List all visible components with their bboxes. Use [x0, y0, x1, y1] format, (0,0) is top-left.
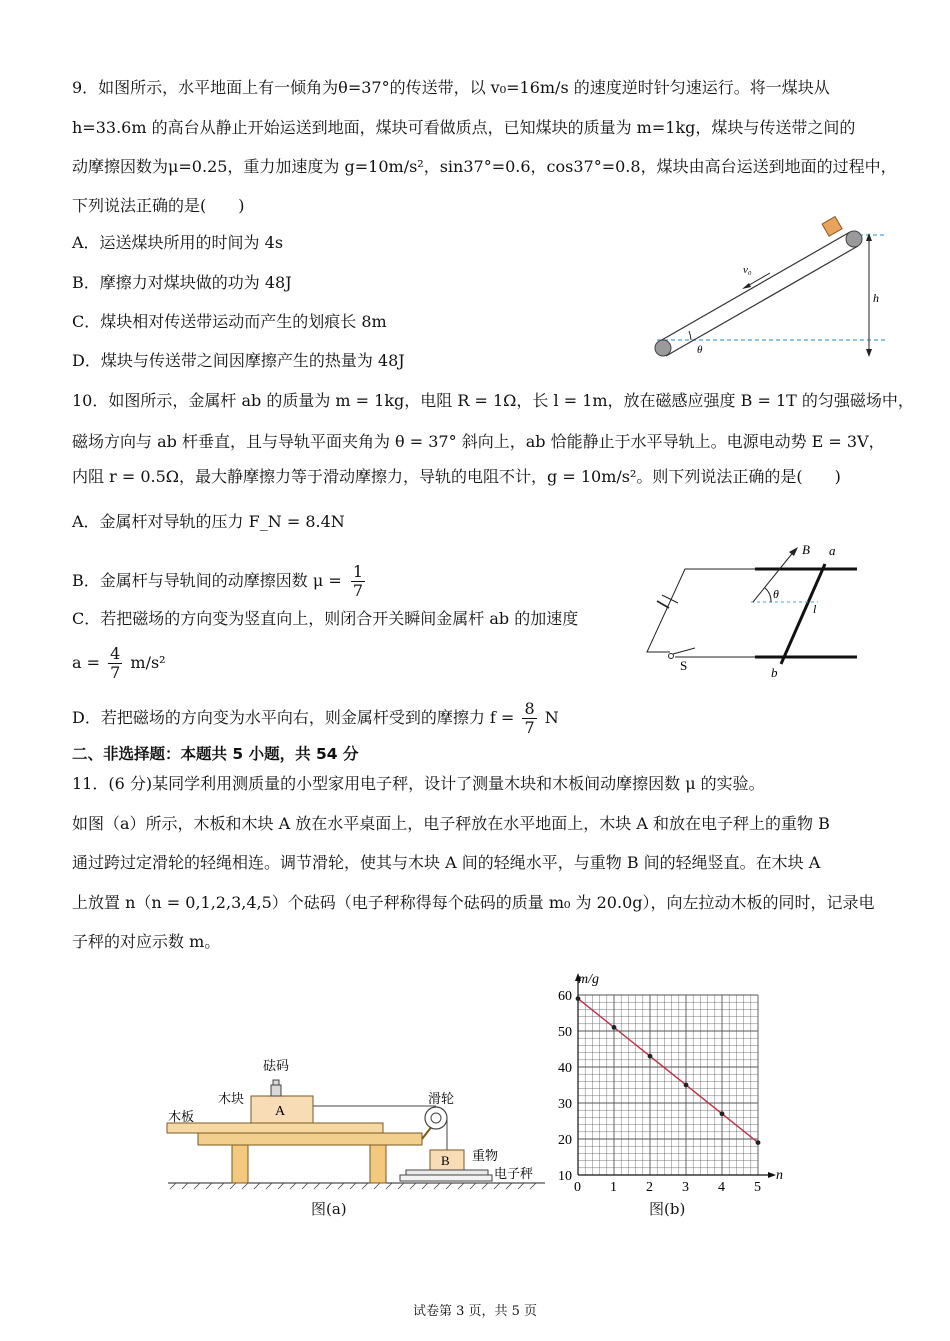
- q11-line3: 通过跨过定滑轮的轻绳相连。调节滑轮，使其与木块 A 间的轻绳水平，与重物 B 间的轻绳竖直。在木块 A: [72, 853, 821, 872]
- data-point: [720, 1111, 725, 1116]
- q10-theta-label: θ: [773, 587, 779, 601]
- q10-option-a: A．金属杆对导轨的压力 F_N = 8.4N: [72, 512, 345, 531]
- chart-grid: [578, 995, 758, 1175]
- coal-block-icon: [822, 217, 842, 237]
- q10-circuit-figure: [635, 540, 870, 685]
- q9-v0-label: v₀: [743, 264, 752, 276]
- x-tick-label: 2: [646, 1180, 653, 1195]
- q11-line5: 子秤的对应示数 m。: [72, 932, 221, 951]
- q9-stem-line1: 9．如图所示，水平地面上有一倾角为θ=37°的传送带，以 v₀=16m/s 的速度逆时针匀速运行。将一煤块从: [72, 78, 830, 97]
- board-label: 木板: [168, 1109, 195, 1124]
- x-axis-arrow: [768, 1172, 776, 1178]
- q10-d-denominator: 7: [524, 718, 535, 737]
- q10-switch-label: S: [680, 658, 688, 673]
- chart-axes: [558, 973, 776, 1195]
- q10-l-label: l: [813, 602, 817, 616]
- data-point: [576, 996, 581, 1001]
- x-tick-label: 5: [754, 1180, 761, 1195]
- figure-a-caption: 图(a): [311, 1200, 347, 1218]
- weight-label: 砝码: [263, 1058, 290, 1073]
- y-tick-label: 10: [558, 1169, 572, 1184]
- section-heading: 二、非选择题：本题共 5 小题，共 54 分: [72, 745, 359, 763]
- q10-stem-line1: 10．如图所示，金属杆 ab 的质量为 m = 1kg，电阻 R = 1Ω，长 l = 1m，放在磁感应强度 B = 1T 的匀强磁场中，: [72, 391, 914, 410]
- data-point: [684, 1083, 689, 1088]
- data-point: [648, 1054, 653, 1059]
- q11-apparatus-figure: [160, 1055, 550, 1195]
- q9-option-b: B．摩擦力对煤块做的功为 48J: [72, 273, 292, 292]
- y-tick-label: 60: [558, 989, 572, 1004]
- q9-option-c: C．煤块相对传送带运动而产生的划痕长 8m: [72, 312, 387, 331]
- q11-line4: 上放置 n（n = 0,1,2,3,4,5）个砝码（电子秤称得每个砝码的质量 m₀ 为 20.0g），向左拉动木板的同时，记录电: [72, 893, 875, 912]
- fit-line: [578, 999, 758, 1143]
- y-tick-label: 30: [558, 1097, 572, 1112]
- q11-chart: [550, 965, 790, 1197]
- q9-option-d: D．煤块与传送带之间因摩擦产生的热量为 48J: [72, 351, 405, 370]
- q10-B-label: B: [802, 542, 810, 557]
- q10-option-b: B．金属杆与导轨间的动摩擦因数 μ = $\frac{1}{7}$: [72, 562, 364, 600]
- data-point: [756, 1140, 761, 1145]
- x-tick-label: 3: [682, 1180, 689, 1195]
- q9-stem-line2: h=33.6m 的高台从静止开始运送到地面，煤块可看做质点，已知煤块的质量为 m=1kg，煤块与传送带之间的: [72, 118, 856, 137]
- page-footer: 试卷第 3 页，共 5 页: [412, 1304, 538, 1319]
- block-label: 木块: [218, 1091, 245, 1106]
- q10-option-d: D．若把磁场的方向变为水平向右，则金属杆受到的摩擦力 f = $\frac{8}{7}$ N: [72, 699, 559, 737]
- q9-theta-label: θ: [697, 344, 703, 356]
- q10-b-numerator: 1: [352, 562, 364, 581]
- q9-stem-line3: 动摩擦因数为μ=0.25，重力加速度为 g=10m/s²，sin37°=0.6，cos37°=0.8，煤块由高台运送到地面的过程中，: [72, 157, 897, 176]
- heavy-B-label: B: [441, 1153, 450, 1168]
- x-tick-label: 1: [610, 1180, 617, 1195]
- q10-option-c-line2: a = $\frac{4}{7}$ m/s²: [72, 644, 166, 682]
- chart-ylabel: m/g: [578, 972, 599, 987]
- q10-a-label: a: [829, 543, 836, 558]
- chart-xlabel: n: [776, 1168, 783, 1183]
- q10-b-denominator: 7: [352, 581, 364, 600]
- pulley-label: 滑轮: [428, 1091, 455, 1106]
- q10-stem-line3: 内阻 r = 0.5Ω，最大静摩擦力等于滑动摩擦力，导轨的电阻不计，g = 10m/s²。则下列说法正确的是( ): [72, 467, 841, 486]
- q11-line1: 11．(6 分)某同学利用测质量的小型家用电子秤，设计了测量木块和木板间动摩擦因数 μ 的实验。: [72, 774, 765, 793]
- figure-b-caption: 图(b): [649, 1200, 686, 1218]
- q9-option-a: A．运送煤块所用的时间为 4s: [72, 233, 284, 252]
- q11-line2: 如图（a）所示，木板和木块 A 放在水平桌面上，电子秤放在水平地面上，木块 A 和放在电子秤上的重物 B: [72, 814, 830, 833]
- block-A-label: A: [275, 1104, 286, 1119]
- x-tick-label: 4: [718, 1180, 725, 1195]
- q10-c-denominator: 7: [110, 663, 121, 682]
- heavy-label: 重物: [472, 1148, 499, 1163]
- q9-stem-line4: 下列说法正确的是( ): [72, 196, 245, 215]
- chart-marks: [576, 996, 761, 1145]
- scale-label: 电子秤: [494, 1166, 534, 1181]
- q10-option-c-line1: C．若把磁场的方向变为竖直向上，则闭合开关瞬间金属杆 ab 的加速度: [72, 609, 579, 628]
- q9-h-label: h: [873, 291, 879, 305]
- q9-conveyor-figure: [645, 215, 895, 365]
- y-tick-label: 50: [558, 1025, 572, 1040]
- q10-c-numerator: 4: [110, 644, 121, 663]
- q10-b-label: b: [771, 665, 778, 680]
- q10-stem-line2: 磁场方向与 ab 杆垂直，且与导轨平面夹角为 θ = 37° 斜向上，ab 恰能静止于水平导轨上。电源电动势 E = 3V，: [72, 432, 885, 451]
- q10-d-numerator: 8: [524, 699, 535, 718]
- y-tick-label: 40: [558, 1061, 572, 1076]
- x-tick-label: 0: [574, 1180, 581, 1195]
- y-tick-label: 20: [558, 1133, 572, 1148]
- data-point: [612, 1025, 617, 1030]
